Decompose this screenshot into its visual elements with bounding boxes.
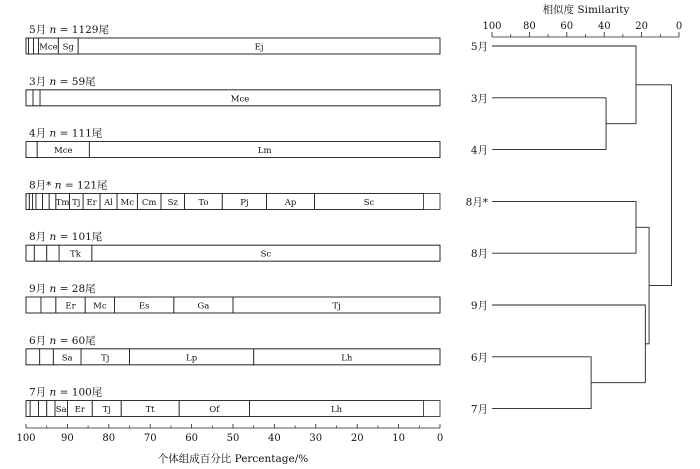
row-title — [29, 335, 96, 347]
row-count: = 59尾 — [56, 75, 96, 88]
axis-tick-label: 80 — [102, 433, 116, 444]
dendrogram-leaf-label: 8月 — [470, 248, 488, 261]
dendrogram-leaf-label: 9月 — [470, 300, 488, 312]
dendrogram-link — [636, 85, 672, 286]
row-n-symbol: n — [49, 283, 57, 295]
dendrogram-link — [492, 98, 606, 150]
segment-label: Tt — [145, 405, 155, 416]
segment-label: Lh — [330, 405, 343, 416]
bar-frame — [26, 142, 440, 158]
segment-label: Mc — [93, 301, 107, 312]
row-month: 5月 — [29, 24, 50, 36]
dendrogram-link — [636, 227, 649, 344]
axis-tick-label: 60 — [185, 433, 198, 444]
dendrogram-leaf-label: 8月* — [465, 196, 488, 209]
row-month: 7月 — [29, 386, 50, 399]
segment-label: Tj — [72, 197, 81, 208]
row-n-symbol: n — [54, 179, 62, 192]
segment-label: Lm — [257, 146, 272, 157]
row-month: 3月 — [29, 75, 50, 88]
segment-label: Pj — [240, 197, 249, 208]
row-count: = 101尾 — [56, 231, 103, 244]
similarity-tick-label: 0 — [675, 21, 683, 32]
bar-frame — [26, 349, 440, 365]
dendrogram-link — [492, 357, 591, 409]
dendrogram-leaf-label: 7月 — [470, 403, 488, 416]
bar-row — [26, 335, 440, 365]
bar-row — [26, 76, 440, 106]
similarity-tick-label: 40 — [597, 21, 611, 32]
bar-frame — [26, 401, 440, 417]
row-n-symbol: n — [49, 127, 57, 140]
segment-label: Mce — [54, 146, 73, 157]
row-title — [29, 24, 109, 36]
bar-row — [26, 387, 440, 417]
row-n-symbol: n — [49, 24, 57, 36]
row-title — [29, 387, 102, 399]
percentage-axis-label: 个体组成百分比 Percentage/% — [157, 453, 309, 465]
row-count: = 111尾 — [56, 127, 103, 140]
segment-label: Sa — [55, 405, 67, 416]
row-title — [29, 283, 96, 295]
axis-tick-label: 50 — [226, 433, 240, 444]
dendrogram-link — [492, 305, 645, 383]
row-count: = 60尾 — [56, 334, 96, 347]
segment-label: Tk — [70, 249, 81, 260]
segment-label: To — [198, 197, 209, 208]
row-n-symbol: n — [49, 231, 57, 244]
row-month: 8月* — [29, 179, 55, 192]
similarity-tick-label: 60 — [560, 21, 574, 32]
dendrogram-leaf-label: 3月 — [470, 92, 488, 105]
row-title — [29, 76, 96, 88]
segment-label: Sc — [260, 249, 272, 260]
axis-tick-label: 10 — [392, 433, 405, 444]
bar-row — [26, 24, 440, 54]
segment-label: Sg — [62, 42, 74, 53]
bar-frame — [26, 245, 440, 261]
segment-label: Sc — [363, 197, 375, 208]
segment-label: Er — [74, 405, 85, 416]
row-count: = 1129尾 — [56, 24, 109, 36]
row-count: = 28尾 — [56, 283, 96, 295]
bar-row — [26, 231, 440, 261]
dendrogram-link — [492, 201, 636, 253]
segment-label: Ap — [284, 197, 297, 208]
segment-label: Al — [104, 197, 114, 208]
segment-label: Tm — [55, 197, 70, 208]
dendrogram-leaf-label: 5月 — [470, 41, 488, 53]
segment-label: Tj — [102, 405, 111, 416]
dendrogram-leaf-label: 6月 — [470, 351, 488, 364]
row-title — [29, 128, 102, 140]
percentage-axis — [16, 424, 443, 444]
axis-tick-label: 0 — [436, 433, 444, 444]
row-n-symbol: n — [49, 334, 57, 347]
segment-label: Of — [209, 405, 220, 416]
composition-bar-chart — [26, 24, 440, 417]
row-month: 4月 — [29, 127, 50, 140]
segment-label: Ej — [254, 42, 264, 53]
segment-label: Mce — [230, 94, 250, 105]
segment-label: Tj — [101, 353, 110, 364]
axis-tick-label: 100 — [16, 433, 36, 444]
bar-row — [26, 283, 440, 313]
segment-label: Tj — [332, 301, 341, 312]
row-month: 8月 — [29, 231, 50, 244]
similarity-tick-label: 100 — [482, 21, 502, 32]
similarity-tick-label: 80 — [523, 21, 536, 32]
bar-frame — [26, 38, 440, 54]
axis-tick-label: 70 — [143, 433, 157, 444]
row-title — [29, 231, 102, 243]
axis-tick-label: 30 — [309, 433, 323, 444]
row-count: = 121尾 — [61, 179, 108, 192]
row-count: = 100尾 — [56, 386, 103, 399]
similarity-axis-title: 相似度 Similarity — [542, 4, 630, 16]
segment-label: Er — [65, 301, 76, 312]
bar-row — [26, 128, 440, 158]
axis-tick-label: 40 — [268, 433, 281, 444]
segment-label: Er — [86, 197, 97, 208]
axis-tick-label: 20 — [350, 433, 364, 444]
similarity-tick-label: 20 — [635, 21, 648, 32]
similarity-dendrogram — [466, 21, 683, 416]
row-n-symbol: n — [49, 386, 57, 399]
segment-label: Cm — [141, 197, 157, 208]
row-n-symbol: n — [49, 75, 57, 88]
bar-row — [26, 179, 440, 209]
row-month: 9月 — [29, 283, 50, 295]
segment-label: Sa — [61, 353, 73, 364]
dendrogram-leaf-label: 4月 — [470, 144, 488, 157]
segment-label: Ga — [197, 301, 210, 312]
axis-tick-label: 90 — [61, 433, 74, 444]
segment-label: Sz — [167, 197, 178, 208]
segment-label: Lh — [341, 353, 353, 364]
segment-label: Mc — [120, 197, 134, 208]
segment-label: Lp — [186, 353, 198, 364]
row-month: 6月 — [29, 334, 50, 347]
dendrogram-link — [492, 46, 636, 124]
row-title — [29, 179, 108, 191]
segment-label: Es — [138, 301, 150, 312]
segment-label: Mce — [39, 42, 58, 53]
